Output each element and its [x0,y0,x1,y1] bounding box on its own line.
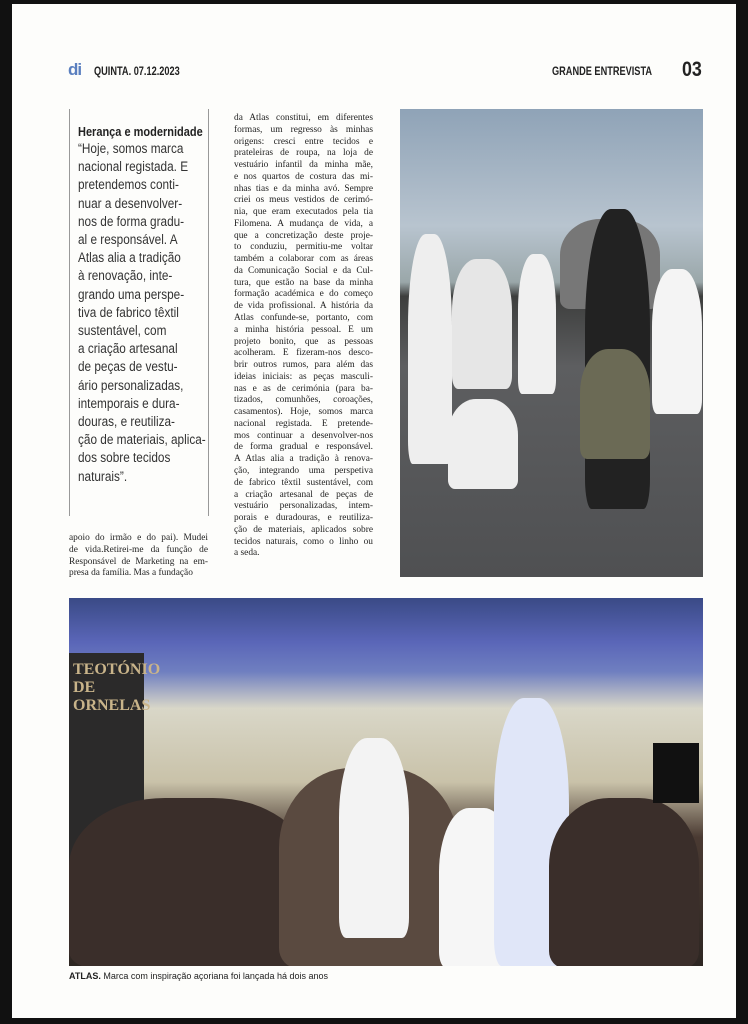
text-line: ção de materiais, aplicados sobre [234,524,373,535]
newspaper-page [12,4,736,1018]
text-line: de vida profissional. A história da [234,301,373,312]
section-title: GRANDE ENTREVISTA [551,66,652,78]
text-line: tura, que estão na base da minha [234,277,373,288]
text-line: pretendemos conti- [78,177,179,193]
text-line: e nos quartos de costura das mi- [234,171,373,182]
article-column-a [69,533,208,580]
text-line: ção de materiais, aplica- [78,432,206,448]
text-line: ideias iniciais: as peças masculi- [234,371,373,382]
text-line: intemporais e dura- [78,395,180,411]
text-line: apoio do irmão e do pai). Mudei [69,533,208,543]
text-line: nia, que eram executados pela tia [234,207,373,218]
text-line: Atlas confunde-se, portanto, com [234,313,373,324]
photo-fashion-show [69,598,703,966]
text-line: brir outros rumos, para além das [234,360,373,371]
text-line: formas, um regresso às minhas [234,124,373,135]
article-column-b [234,113,373,560]
text-line: sustentável, com [78,323,167,339]
text-line: porais e duradouras, e reutiliza- [234,513,373,524]
text-line: nuar a desenvolver- [78,195,183,211]
text-line: ção, integrando uma perspetiva [234,465,373,476]
text-line: naturais”. [78,468,128,484]
text-line: nos de forma gradu- [78,213,185,229]
text-line: Atlas alia a tradição [78,250,181,266]
text-line: Filomena. A mudança de vida, a [234,218,373,229]
text-line: também a colaborar com as áreas [234,254,373,265]
text-line: projeto bonito, que as pessoas [234,336,373,347]
poster-text: TEOTÓNIO DE ORNELAS [73,661,161,714]
text-line: vestuário infantil da minha mãe, [234,160,373,171]
page-number: 03 [682,58,702,81]
issue-date: QUINTA. 07.12.2023 [94,66,180,78]
text-line: prateleiras de roupa, na loja de [234,148,373,159]
caption-text: Marca com inspiração açoriana foi lançada há dois anos [103,971,328,981]
text-line: to conduziu, permitiu-me voltar [234,242,373,253]
text-line: douras, e reutiliza- [78,414,175,430]
text-line: da Atlas constitui, em diferentes [234,113,373,123]
text-line: a minha história pessoal. É um [234,324,373,335]
pull-quote [69,109,209,516]
text-line: mos continuar a desenvolver-nos [234,430,373,441]
text-line: grando uma perspe- [78,286,185,302]
text-line: A Atlas alia a tradição à renova- [234,454,373,465]
text-line: criei os meus vestidos de cerimó- [234,195,373,206]
photo-outdoor-fashion-shoot [400,109,703,577]
text-line: de forma gradual e responsável. [234,442,373,453]
publication-logo: di [68,60,82,79]
text-line: nacional registada. E pretende- [234,418,373,429]
text-line: nas e as de cerimónia (para ba- [234,383,373,394]
text-line: presa da família. Mas a fundação [69,568,193,579]
text-line: que a concretização deste proje- [234,230,373,241]
text-line: formação académica e do começo [234,289,373,300]
text-line: Responsável de Marketing na em- [69,556,208,567]
text-line: à renovação, inte- [78,268,173,284]
text-line: al e responsável. A [78,232,178,248]
text-line: de peças de vestu- [78,359,178,375]
text-line: “Hoje, somos marca [78,141,184,156]
text-line: tiva de fabrico têxtil [78,304,179,320]
text-line: acolheram. E fizeram-nos desco- [234,348,373,359]
pull-quote-title: Herança e modernidade [78,125,203,139]
text-line: nacional registada. E [78,159,189,175]
text-line: da Comunicação Social e da Cul- [234,265,373,276]
text-line: vestuário personalizadas, intem- [234,501,373,512]
text-line: origens: cresci entre tecidos e [234,136,373,147]
text-line: casamentos). Hoje, somos marca [234,407,373,418]
text-line: dos sobre tecidos [78,450,171,466]
text-line: a criação artesanal [78,341,178,357]
text-line: tizados, comunhões, coroações, [234,395,373,406]
text-line: de vida.Retirei-me da função de [69,544,208,555]
text-line: de fabrico têxtil sustentável, com [234,477,373,488]
text-line: ário personalizadas, [78,377,184,393]
text-line: a seda. [234,548,260,559]
caption-label: ATLAS. [69,971,101,981]
photo-caption [69,971,328,981]
text-line: nhas tias e da minha avó. Sempre [234,183,373,194]
text-line: a criação artesanal de peças de [234,489,373,500]
text-line: tecidos naturais, como o linho ou [234,536,373,547]
